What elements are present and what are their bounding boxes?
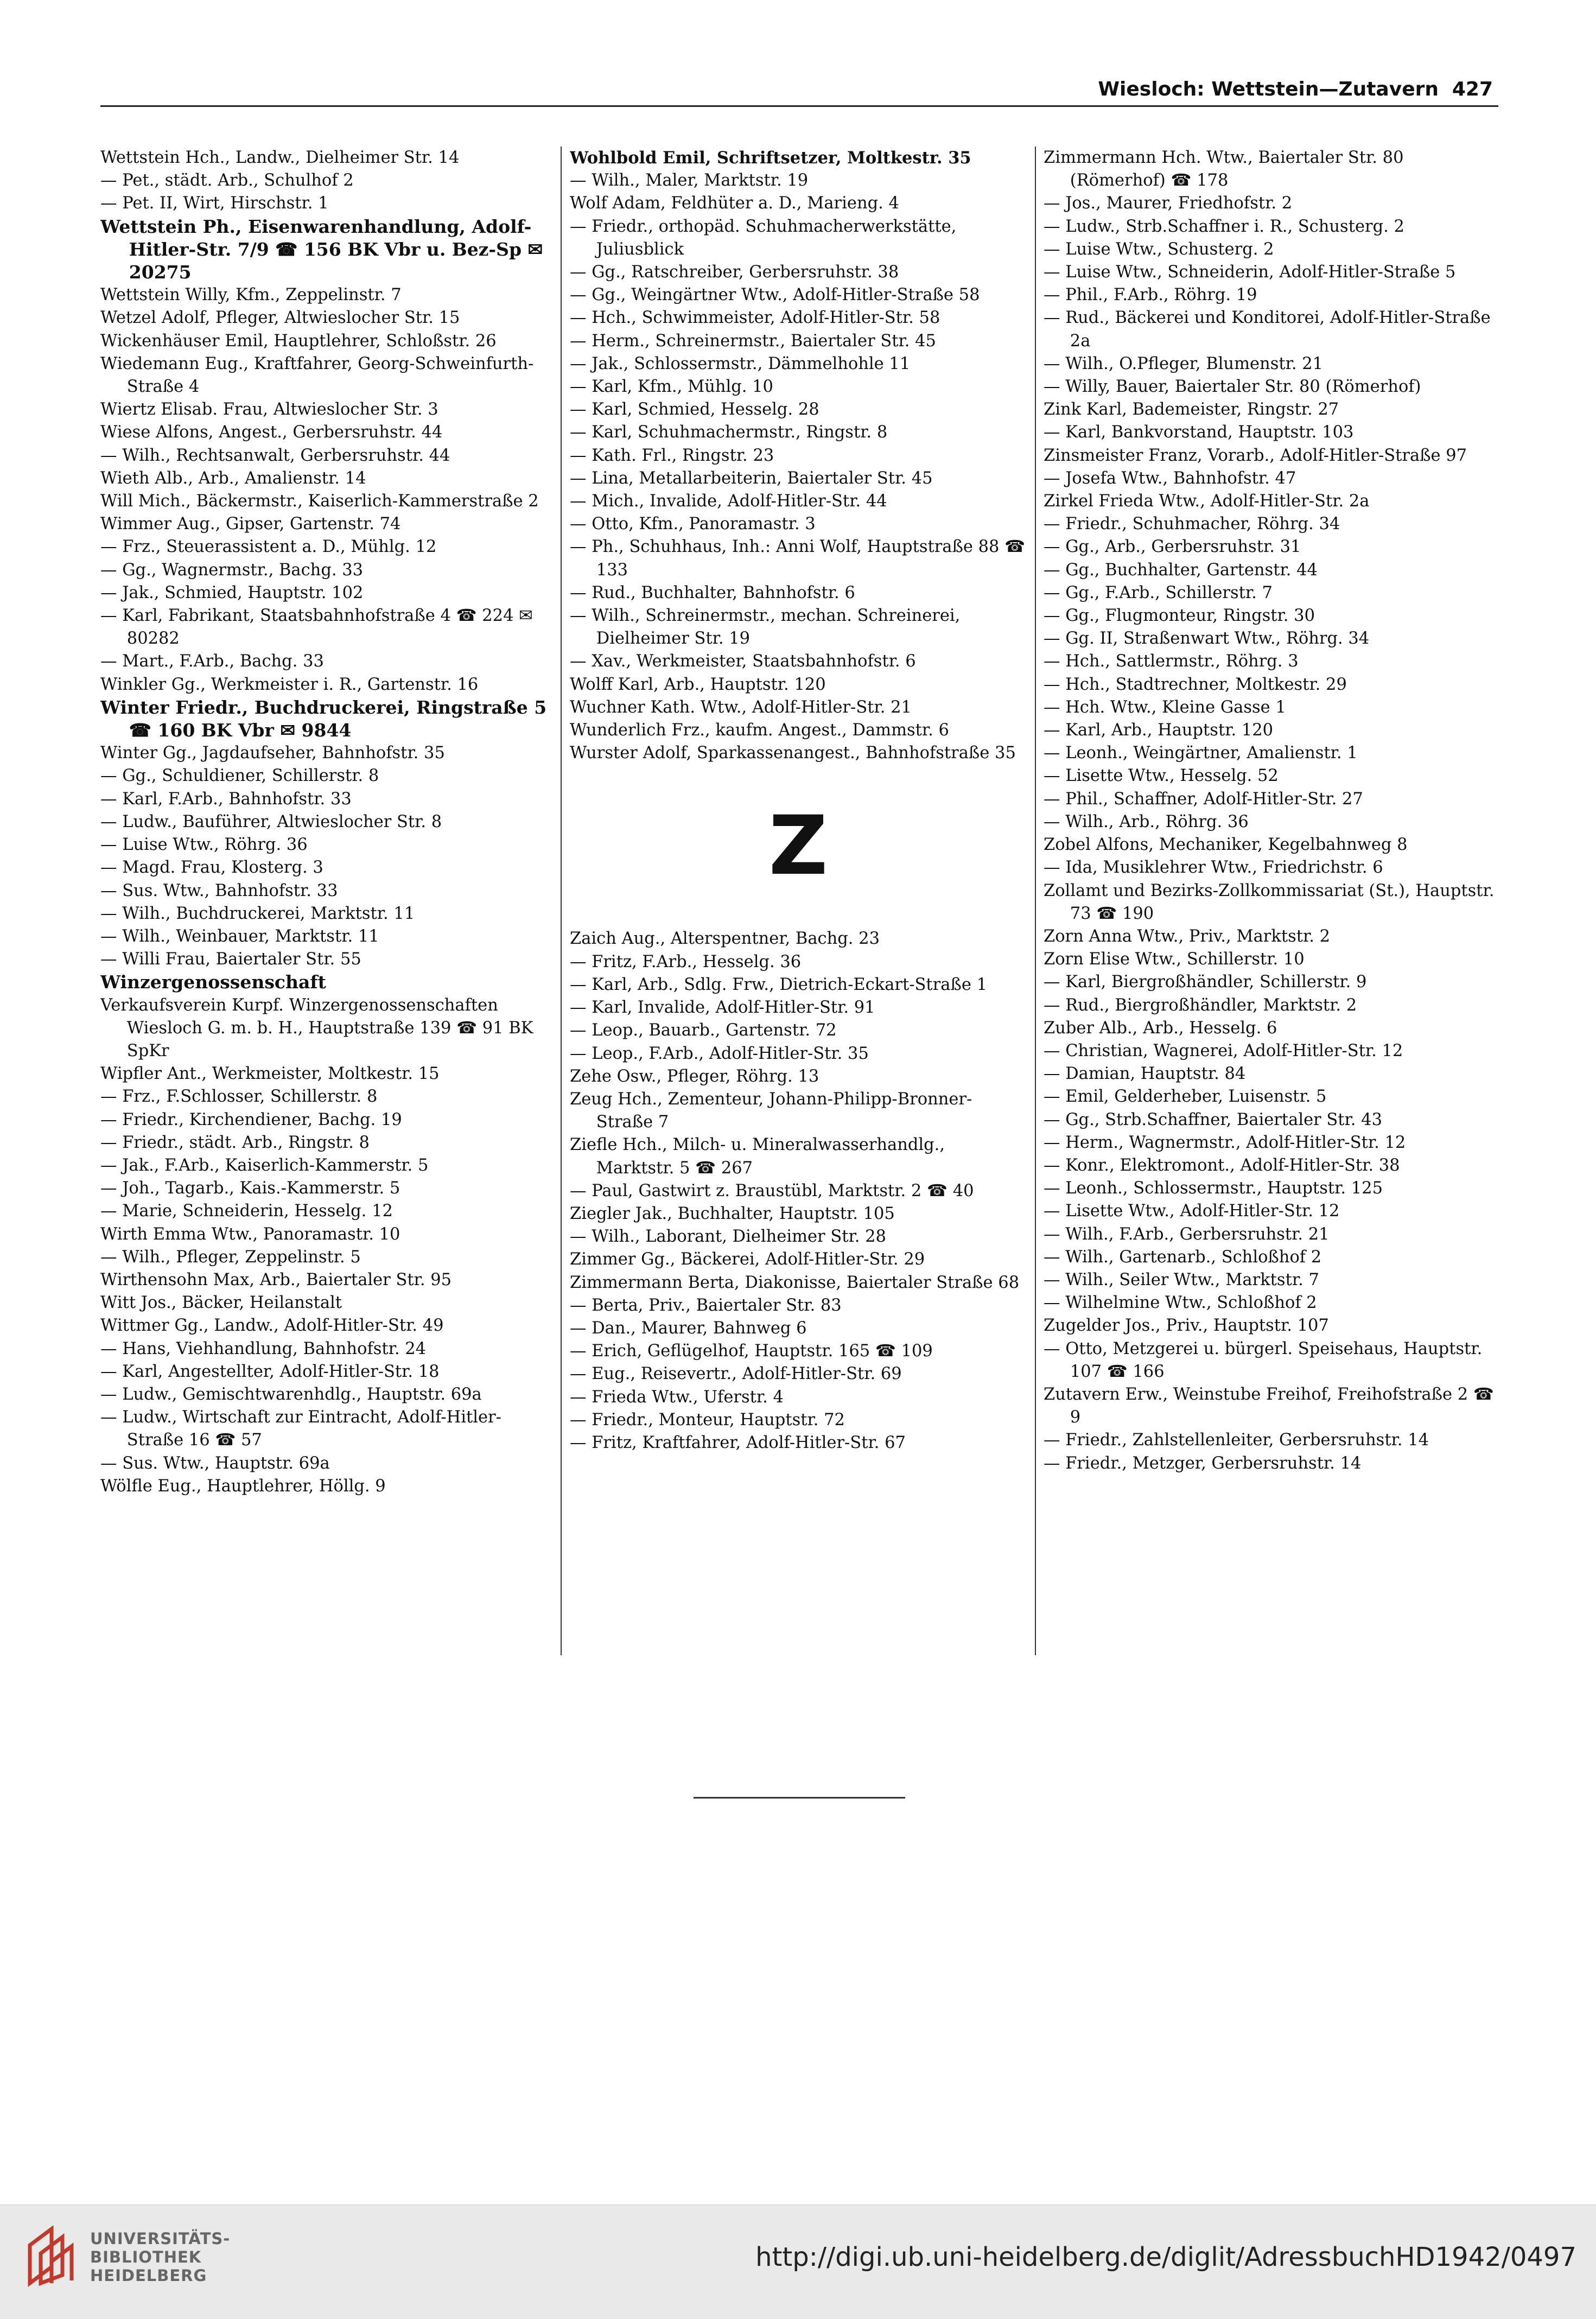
directory-entry: — Karl, Schuhmachermstr., Ringstr. 8: [570, 423, 888, 442]
running-title: Wiesloch: Wettstein—Zutavern: [1098, 78, 1439, 100]
section-letter: Z: [768, 799, 828, 894]
directory-entry: Winkler Gg., Werkmeister i. R., Gartenstr. 16: [100, 675, 479, 694]
directory-entry: — Otto, Metzgerei u. bürgerl. Speisehaus, Hauptstr. 107 ☎ 166: [1044, 1339, 1483, 1381]
directory-entry: — Wilh., O.Pfleger, Blumenstr. 21: [1044, 354, 1324, 373]
directory-entry: Wettstein Hch., Landw., Dielheimer Str. 14: [100, 148, 460, 167]
directory-column-1: [100, 147, 552, 1655]
directory-entry: — Pet., städt. Arb., Schulhof 2: [100, 171, 354, 190]
directory-entry: — Karl, Arb., Hauptstr. 120: [1044, 721, 1274, 740]
directory-entry: Wetzel Adolf, Pfleger, Altwieslocher Str. 15: [100, 308, 460, 328]
directory-entry: — Frieda Wtw., Uferstr. 4: [570, 1387, 784, 1407]
directory-entry: — Ludw., Wirtschaft zur Eintracht, Adolf-Hitler-Straße 16 ☎ 57: [100, 1408, 501, 1450]
directory-entry: Zehe Osw., Pfleger, Röhrg. 13: [570, 1066, 819, 1086]
directory-entry: Zinsmeister Franz, Vorarb., Adolf-Hitler-Straße 97: [1044, 446, 1467, 465]
directory-entry: — Friedr., Schuhmacher, Röhrg. 34: [1044, 514, 1340, 534]
directory-entry: — Friedr., Zahlstellenleiter, Gerbersruhstr. 14: [1044, 1431, 1429, 1450]
directory-entry: — Karl, Kfm., Mühlg. 10: [570, 377, 773, 397]
directory-entry: — Xav., Werkmeister, Staatsbahnhofstr. 6: [570, 652, 916, 671]
directory-entry: — Dan., Maurer, Bahnweg 6: [570, 1318, 807, 1338]
directory-entry: — Karl, Schmied, Hesselg. 28: [570, 400, 819, 420]
directory-entry: — Gg., Ratschreiber, Gerbersruhstr. 38: [570, 263, 899, 282]
directory-entry: — Friedr., orthopäd. Schuhmacherwerkstätte, Juliusblick: [570, 217, 957, 259]
directory-entry: Zirkel Frieda Wtw., Adolf-Hitler-Str. 2a: [1044, 492, 1370, 511]
directory-entry: — Berta, Priv., Baiertaler Str. 83: [570, 1295, 842, 1315]
directory-entry: Winter Gg., Jagdaufseher, Bahnhofstr. 35: [100, 744, 445, 763]
directory-entry: — Luise Wtw., Röhrg. 36: [100, 835, 308, 855]
directory-entry: — Friedr., Kirchendiener, Bachg. 19: [100, 1110, 402, 1129]
directory-entry: — Wilh., Weinbauer, Marktstr. 11: [100, 926, 379, 946]
library-name-line: UNIVERSITÄTS-: [90, 2229, 231, 2248]
directory-entry: — Joh., Tagarb., Kais.-Kammerstr. 5: [100, 1179, 400, 1198]
directory-entry: — Christian, Wagnerei, Adolf-Hitler-Str. 12: [1044, 1041, 1403, 1060]
directory-entry: — Friedr., Monteur, Hauptstr. 72: [570, 1410, 845, 1429]
directory-entry: Wiedemann Eug., Kraftfahrer, Georg-Schweinfurth-Straße 4: [100, 354, 534, 397]
library-name-line: HEIDELBERG: [90, 2266, 207, 2285]
directory-column-3: [1044, 147, 1500, 1655]
directory-entry: Wickenhäuser Emil, Hauptlehrer, Schloßstr. 26: [100, 331, 497, 351]
directory-entry: — Wilh., Gartenarb., Schloßhof 2: [1044, 1247, 1322, 1267]
directory-entry: — Sus. Wtw., Hauptstr. 69a: [100, 1453, 330, 1473]
directory-entry: — Gg. II, Straßenwart Wtw., Röhrg. 34: [1044, 629, 1370, 649]
directory-entry: — Leop., F.Arb., Adolf-Hitler-Str. 35: [570, 1044, 869, 1063]
directory-entry: Zimmer Gg., Bäckerei, Adolf-Hitler-Str. 29: [570, 1250, 925, 1269]
directory-entry: Zimmermann Hch. Wtw., Baiertaler Str. 80 (Römerhof) ☎ 178: [1044, 148, 1404, 190]
viewer-footer: [0, 2204, 1596, 2319]
directory-entry: — Wilh., Arb., Röhrg. 36: [1044, 812, 1249, 831]
directory-entry: — Frz., Steuerassistent a. D., Mühlg. 12: [100, 537, 437, 557]
directory-entry: — Konr., Elektromont., Adolf-Hitler-Str. 38: [1044, 1155, 1400, 1175]
directory-entry: — Wilh., Maler, Marktstr. 19: [570, 171, 809, 190]
directory-entry: — Karl, Biergroßhändler, Schillerstr. 9: [1044, 973, 1367, 992]
directory-entry: — Gg., Schuldiener, Schillerstr. 8: [100, 766, 379, 786]
directory-entry: — Friedr., städt. Arb., Ringstr. 8: [100, 1133, 370, 1152]
directory-entry: — Josefa Wtw., Bahnhofstr. 47: [1044, 468, 1296, 488]
directory-entry: Zollamt und Bezirks-Zollkommissariat (St.), Hauptstr. 73 ☎ 190: [1044, 881, 1495, 923]
directory-entry: — Ludw., Strb.Schaffner i. R., Schusterg. 2: [1044, 217, 1404, 236]
directory-entry: — Karl, Bankvorstand, Hauptstr. 103: [1044, 423, 1354, 442]
directory-entry: — Hch. Wtw., Kleine Gasse 1: [1044, 697, 1286, 717]
directory-entry: Wettstein Willy, Kfm., Zeppelinstr. 7: [100, 285, 402, 305]
directory-entry: Wohlbold Emil, Schriftsetzer, Moltkestr. 35: [570, 148, 971, 168]
directory-entry: Wettstein Ph., Eisenwarenhandlung, Adolf-Hitler-Str. 7/9 ☎ 156 BK Vbr u. Bez-Sp ✉ 20275: [100, 215, 543, 283]
directory-entry: — Gg., Flugmonteur, Ringstr. 30: [1044, 606, 1315, 626]
directory-entry: Zutavern Erw., Weinstube Freihof, Freihofstraße 2 ☎ 9: [1044, 1384, 1494, 1427]
directory-entry: — Damian, Hauptstr. 84: [1044, 1064, 1246, 1084]
directory-entry: — Karl, Arb., Sdlg. Frw., Dietrich-Eckart-Straße 1: [570, 975, 987, 994]
directory-entry: — Emil, Gelderheber, Luisenstr. 5: [1044, 1087, 1327, 1107]
directory-entry: — Gg., Wagnermstr., Bachg. 33: [100, 560, 364, 580]
directory-entry: Witt Jos., Bäcker, Heilanstalt: [100, 1293, 342, 1313]
directory-entry: — Willy, Bauer, Baiertaler Str. 80 (Römerhof): [1044, 377, 1421, 397]
directory-entry: — Pet. II, Wirt, Hirschstr. 1: [100, 194, 329, 213]
directory-entry: — Ludw., Bauführer, Altwieslocher Str. 8: [100, 812, 442, 831]
directory-entry: Wipfler Ant., Werkmeister, Moltkestr. 15: [100, 1064, 440, 1084]
directory-entry: — Erich, Geflügelhof, Hauptstr. 165 ☎ 109: [570, 1342, 933, 1361]
directory-entry: — Lisette Wtw., Hesselg. 52: [1044, 766, 1279, 786]
directory-entry: — Rud., Buchhalter, Bahnhofstr. 6: [570, 583, 855, 602]
directory-entry: — Karl, Angestellter, Adolf-Hitler-Str. 18: [100, 1362, 440, 1381]
directory-entry: — Leonh., Schlossermstr., Hauptstr. 125: [1044, 1179, 1383, 1198]
directory-entry: Winter Friedr., Buchdruckerei, Ringstraße 5 ☎ 160 BK Vbr ✉ 9844: [100, 696, 547, 741]
directory-entry: — Phil., Schaffner, Adolf-Hitler-Str. 27: [1044, 789, 1363, 809]
directory-entry: — Wilh., Seiler Wtw., Marktstr. 7: [1044, 1270, 1319, 1289]
directory-entry: — Jos., Maurer, Friedhofstr. 2: [1044, 194, 1293, 213]
directory-entry: — Gg., Weingärtner Wtw., Adolf-Hitler-Straße 58: [570, 285, 980, 305]
directory-entry: — Frz., F.Schlosser, Schillerstr. 8: [100, 1087, 378, 1107]
directory-entry: — Karl, Fabrikant, Staatsbahnhofstraße 4 ☎ 224 ✉ 80282: [100, 606, 533, 649]
end-rule: [694, 1797, 905, 1799]
directory-entry: — Ida, Musiklehrer Wtw., Friedrichstr. 6: [1044, 858, 1383, 878]
directory-entry: — Luise Wtw., Schneiderin, Adolf-Hitler-Straße 5: [1044, 263, 1456, 282]
directory-entry: — Paul, Gastwirt z. Braustübl, Marktstr. 2 ☎ 40: [570, 1181, 974, 1200]
directory-entry: — Wilh., Rechtsanwalt, Gerbersruhstr. 44: [100, 446, 450, 465]
directory-entry: — Ludw., Gemischtwarenhdlg., Hauptstr. 69a: [100, 1384, 482, 1404]
directory-entry: — Willi Frau, Baiertaler Str. 55: [100, 950, 361, 969]
directory-entry: — Wilhelmine Wtw., Schloßhof 2: [1044, 1293, 1317, 1313]
directory-entry: — Fritz, F.Arb., Hesselg. 36: [570, 952, 802, 971]
directory-entry: Zaich Aug., Alterspentner, Bachg. 23: [570, 929, 880, 949]
directory-entry: Zugelder Jos., Priv., Hauptstr. 107: [1044, 1316, 1329, 1336]
directory-entry: Wurster Adolf, Sparkassenangest., Bahnhofstraße 35: [570, 744, 1016, 763]
directory-entry: Zuber Alb., Arb., Hesselg. 6: [1044, 1018, 1277, 1038]
directory-entry: Zobel Alfons, Mechaniker, Kegelbahnweg 8: [1044, 835, 1408, 855]
directory-entry: — Gg., Buchhalter, Gartenstr. 44: [1044, 560, 1318, 580]
directory-entry: Wittmer Gg., Landw., Adolf-Hitler-Str. 49: [100, 1316, 444, 1336]
directory-entry: Zeug Hch., Zementeur, Johann-Philipp-Bronner-Straße 7: [570, 1089, 972, 1132]
directory-entry: — Otto, Kfm., Panoramastr. 3: [570, 514, 816, 534]
directory-entry: — Friedr., Metzger, Gerbersruhstr. 14: [1044, 1453, 1362, 1473]
directory-entry: Wölfle Eug., Hauptlehrer, Höllg. 9: [100, 1476, 386, 1496]
directory-entry: — Wilh., Pfleger, Zeppelinstr. 5: [100, 1247, 361, 1267]
directory-entry: Wiese Alfons, Angest., Gerbersruhstr. 44: [100, 423, 443, 442]
directory-entry: — Gg., F.Arb., Schillerstr. 7: [1044, 583, 1273, 602]
directory-entry: — Mart., F.Arb., Bachg. 33: [100, 652, 324, 671]
directory-entry: Will Mich., Bäckermstr., Kaiserlich-Kammerstraße 2: [100, 492, 539, 511]
library-name: [90, 2229, 230, 2285]
directory-entry: — Jak., Schmied, Hauptstr. 102: [100, 583, 364, 602]
directory-entry: Winzergenossenschaft: [100, 971, 326, 993]
directory-entry: Wimmer Aug., Gipser, Gartenstr. 74: [100, 514, 401, 534]
permalink-url[interactable]: http://digi.ub.uni-heidelberg.de/diglit/AdressbuchHD1942/0497: [755, 2242, 1576, 2272]
page-number: 427: [1452, 78, 1493, 100]
directory-entry: — Rud., Bäckerei und Konditorei, Adolf-Hitler-Straße 2a: [1044, 308, 1491, 351]
directory-entry: — Luise Wtw., Schusterg. 2: [1044, 239, 1274, 259]
directory-entry: Wieth Alb., Arb., Amalienstr. 14: [100, 468, 366, 488]
directory-entry: — Karl, Invalide, Adolf-Hitler-Str. 91: [570, 998, 875, 1018]
directory-entry: — Rud., Biergroßhändler, Marktstr. 2: [1044, 995, 1357, 1015]
directory-entry: — Wilh., Schreinermstr., mechan. Schreinerei, Dielheimer Str. 19: [570, 606, 961, 649]
directory-entry: — Wilh., Buchdruckerei, Marktstr. 11: [100, 904, 415, 923]
directory-entry: — Phil., F.Arb., Röhrg. 19: [1044, 285, 1257, 305]
directory-entry: Wunderlich Frz., kaufm. Angest., Dammstr. 6: [570, 721, 949, 740]
library-logo-icon[interactable]: [22, 2223, 76, 2289]
directory-entry: — Eug., Reisevertr., Adolf-Hitler-Str. 69: [570, 1364, 902, 1384]
directory-entry: — Hans, Viehhandlung, Bahnhofstr. 24: [100, 1339, 427, 1358]
directory-entry: — Lisette Wtw., Adolf-Hitler-Str. 12: [1044, 1202, 1340, 1221]
directory-entry: — Jak., F.Arb., Kaiserlich-Kammerstr. 5: [100, 1155, 429, 1175]
directory-entry: Zimmermann Berta, Diakonisse, Baiertaler Straße 68: [570, 1273, 1020, 1292]
directory-entry: Ziegler Jak., Buchhalter, Hauptstr. 105: [570, 1204, 895, 1223]
directory-entry: — Magd. Frau, Klosterg. 3: [100, 858, 323, 878]
directory-entry: — Herm., Wagnermstr., Adolf-Hitler-Str. 12: [1044, 1133, 1406, 1152]
directory-column-2: [570, 147, 1027, 1655]
page-header: [100, 75, 1498, 107]
directory-entry: — Gg., Arb., Gerbersruhstr. 31: [1044, 537, 1301, 557]
directory-entry: — Wilh., Laborant, Dielheimer Str. 28: [570, 1227, 886, 1247]
directory-entry: Verkaufsverein Kurpf. Winzergenossenschaften Wiesloch G. m. b. H., Hauptstraße 139 ☎ 91 BK SpKr: [100, 995, 533, 1060]
directory-entry: Wolf Adam, Feldhüter a. D., Marieng. 4: [570, 194, 899, 213]
directory-entry: — Mich., Invalide, Adolf-Hitler-Str. 44: [570, 492, 887, 511]
directory-entry: — Kath. Frl., Ringstr. 23: [570, 446, 774, 465]
directory-entry: — Hch., Sattlermstr., Röhrg. 3: [1044, 652, 1299, 671]
library-name-line: BIBLIOTHEK: [90, 2248, 202, 2266]
directory-entry: Ziefle Hch., Milch- u. Mineralwasserhandlg., Marktstr. 5 ☎ 267: [570, 1135, 945, 1178]
directory-entry: — Leonh., Weingärtner, Amalienstr. 1: [1044, 744, 1358, 763]
directory-entry: Wirthensohn Max, Arb., Baiertaler Str. 95: [100, 1270, 452, 1289]
directory-entry: — Marie, Schneiderin, Hesselg. 12: [100, 1202, 393, 1221]
directory-entry: — Karl, F.Arb., Bahnhofstr. 33: [100, 789, 352, 809]
directory-entry: — Fritz, Kraftfahrer, Adolf-Hitler-Str. 67: [570, 1433, 906, 1452]
directory-entry: Zorn Elise Wtw., Schillerstr. 10: [1044, 950, 1305, 969]
directory-entry: — Hch., Schwimmeister, Adolf-Hitler-Str. 58: [570, 308, 940, 328]
directory-entry: Zorn Anna Wtw., Priv., Marktstr. 2: [1044, 926, 1331, 946]
directory-entry: — Ph., Schuhhaus, Inh.: Anni Wolf, Hauptstraße 88 ☎ 133: [570, 537, 1026, 580]
column-divider: [1035, 147, 1036, 1655]
directory-entry: — Sus. Wtw., Bahnhofstr. 33: [100, 881, 338, 900]
directory-entry: — Herm., Schreinermstr., Baiertaler Str. 45: [570, 331, 936, 351]
directory-entry: Wirth Emma Wtw., Panoramastr. 10: [100, 1224, 400, 1244]
directory-entry: — Wilh., F.Arb., Gerbersruhstr. 21: [1044, 1224, 1330, 1244]
directory-entry: Wiertz Elisab. Frau, Altwieslocher Str. 3: [100, 400, 438, 420]
directory-entry: Wuchner Kath. Wtw., Adolf-Hitler-Str. 21: [570, 697, 912, 717]
directory-entry: Zink Karl, Bademeister, Ringstr. 27: [1044, 400, 1339, 420]
directory-entry: — Leop., Bauarb., Gartenstr. 72: [570, 1021, 837, 1040]
directory-entry: — Hch., Stadtrechner, Moltkestr. 29: [1044, 675, 1347, 694]
directory-entry: — Jak., Schlossermstr., Dämmelhohle 11: [570, 354, 911, 373]
directory-entry: — Gg., Strb.Schaffner, Baiertaler Str. 43: [1044, 1110, 1382, 1129]
directory-entry: Wolff Karl, Arb., Hauptstr. 120: [570, 675, 826, 694]
directory-entry: — Lina, Metallarbeiterin, Baiertaler Str. 45: [570, 468, 933, 488]
column-divider: [561, 147, 562, 1655]
